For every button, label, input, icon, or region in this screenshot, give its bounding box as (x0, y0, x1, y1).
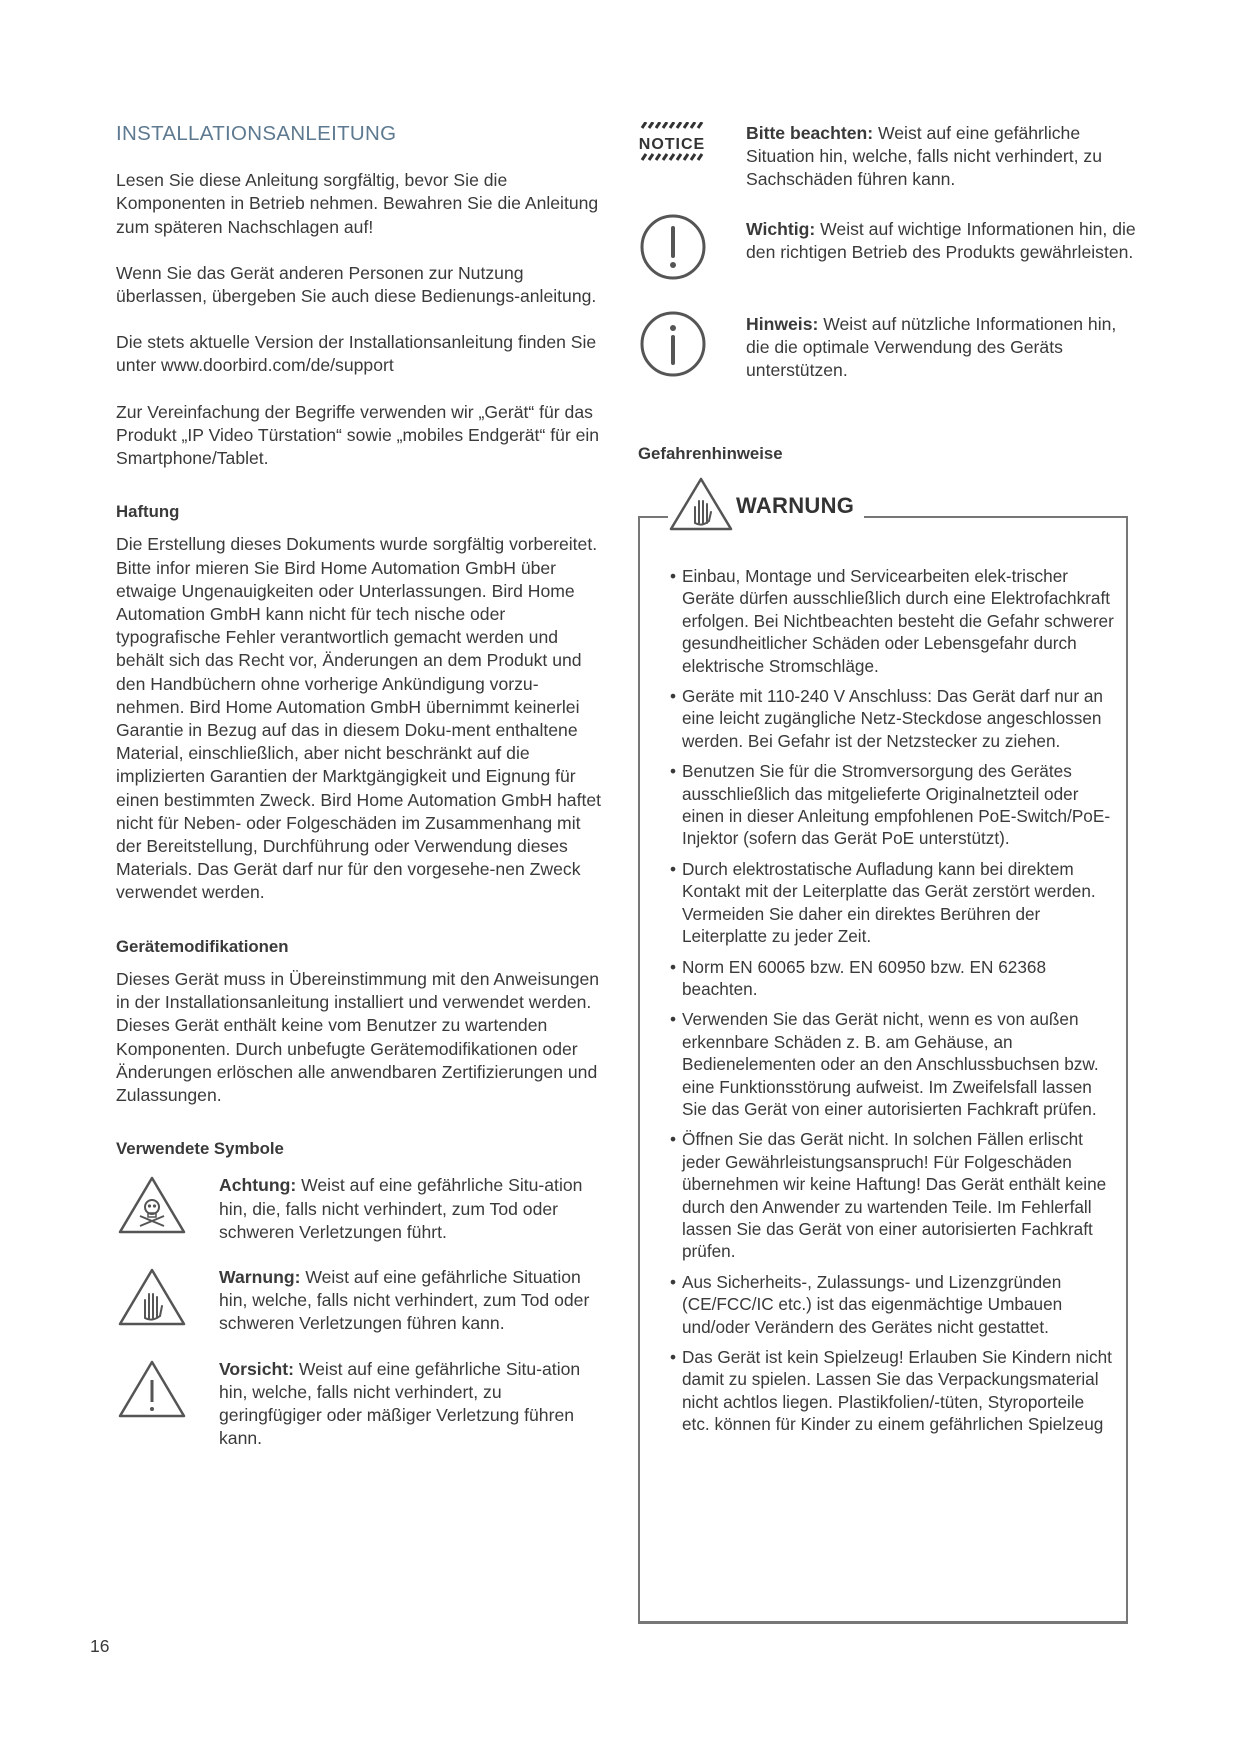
list-item: • Das Gerät ist kein Spielzeug! Erlauben Sie Kindern nicht damit zu spielen. Lassen Sie das Verpackungsmaterial nicht achtlos liegen. Plastikfolien/-tüten, Styroporteile etc. können für Kinder zu einem gefährlichen Spielzeug (670, 1346, 1115, 1436)
symbol-description: Vorsicht: Weist auf eine gefährliche Situ-ation hin, welche, falls nicht verhindert, zu geringfügiger oder mäßiger Verletzung führen kann. (219, 1358, 581, 1449)
symbol-description: Achtung: Weist auf eine gefährliche Situ-ation hin, die, falls nicht verhindert, zum Tod oder schweren Verletzungen führt. (219, 1175, 583, 1242)
symbol-description: Hinweis: Weist auf nützliche Informationen hin, die die optimale Verwendung des Geräts unterstützen. (746, 313, 1117, 381)
left-column (116, 122, 606, 1450)
symbol-wichtig (638, 218, 1138, 287)
list-item: • Benutzen Sie für die Stromversorgung des Gerätes ausschließlich das mitgelieferte Originalnetzteil oder einen in dieser Anleitung empfohlenen PoE-Switch/PoE-Injektor (sofern das Gerät PoE unterstützt). (670, 760, 1115, 850)
list-item: • Einbau, Montage und Servicearbeiten elek-trischer Geräte dürfen ausschließlich durch eine Elektrofachkraft erfolgen. Bei Nichtbeachten besteht die Gefahr schwerer gesundheitlicher Schäden oder Lebensgefahr durch elektrische Stromschläge. (670, 565, 1115, 677)
warning-list (670, 565, 1115, 1444)
info-circle-icon (638, 313, 746, 384)
intro-paragraph: Lesen Sie diese Anleitung sorgfältig, bevor Sie die Komponenten in Betrieb nehmen. Bewahren Sie die Anleitung zum späteren Nachschlagen auf! (116, 170, 599, 237)
list-item: • Verwenden Sie das Gerät nicht, wenn es von außen erkennbare Schäden z. B. am Gehäuse, an Bedienelementen oder an den Anschlussbuchsen bzw. eine Funktionsstörung aufweist. Im Zweifelsfall lassen Sie das Gerät von einer autorisierten Fachkraft prüfen. (670, 1008, 1115, 1120)
intro-paragraph: Zur Vereinfachung der Begriffe verwenden wir „Gerät“ für das Produkt „IP Video Türstation“ sowie „mobiles Endgerät“ für ein Smartphone/Tablet. (116, 401, 600, 469)
symbol-warnung (116, 1266, 606, 1336)
modifications-heading: Gerätemodifikationen (116, 936, 289, 956)
hazards-heading: Gefahrenhinweise (638, 443, 783, 463)
symbol-description: Wichtig: Weist auf wichtige Informationen hin, die den richtigen Betrieb des Produkts gewährleisten. (746, 218, 1136, 262)
right-column (638, 122, 1138, 475)
exclamation-circle-icon (638, 218, 746, 287)
symbols-heading: Verwendete Symbole (116, 1139, 284, 1159)
hand-warning-icon (116, 1266, 219, 1335)
symbol-description: Warnung: Weist auf eine gefährliche Situation hin, welche, falls nicht verhindert, zum Tod oder schweren Verletzungen führen kann. (219, 1266, 590, 1334)
list-item: • Norm EN 60065 bzw. EN 60950 bzw. EN 62368 beachten. (670, 956, 1115, 1001)
skull-warning-icon (116, 1174, 219, 1243)
list-item: • Durch elektrostatische Aufladung kann bei direktem Kontakt mit der Leiterplatte das Gerät zerstört werden. Vermeiden Sie daher ein direktes Berühren der Leiterplatte zu jeder Zeit. (670, 858, 1115, 948)
hand-warning-icon (668, 476, 734, 537)
symbol-achtung (116, 1174, 606, 1244)
haftung-heading: Haftung (116, 502, 180, 522)
symbol-bitte-beachten (638, 122, 1138, 192)
list-item: • Geräte mit 110-240 V Anschluss: Das Gerät darf nur an eine leicht zugängliche Netz-Steckdose angeschlossen werden. Bei Gefahr ist der Netzstecker zu ziehen. (670, 685, 1115, 752)
exclamation-warning-icon (116, 1358, 219, 1427)
intro-paragraph: Wenn Sie das Gerät anderen Personen zur Nutzung überlassen, übergeben Sie auch diese Bedienungs-anleitung. (116, 262, 597, 307)
list-item: • Öffnen Sie das Gerät nicht. In solchen Fällen erlischt jeder Gewährleistungsanspruch! Für Folgeschäden übernehmen wir keine Haftung! Das Gerät enthält keine durch den Anwender zu wartenden Teile. Im Fehlerfall lassen Sie das Gerät von einer autorisierten Fachkraft prüfen. (670, 1128, 1115, 1262)
page-title: INSTALLATIONSANLEITUNG (116, 122, 397, 145)
modifications-text: Dieses Gerät muss in Übereinstimmung mit den Anweisungen in der Installationsanleitung installiert und verwendet werden. Dieses Gerät enthält keine vom Benutzer zu wartenden Komponenten. Durch unbefugte Gerätemodifikationen oder Änderungen erlöschen alle anwendbaren Zertifizierungen und Zulassungen. (116, 968, 600, 1105)
symbol-description: Bitte beachten: Weist auf eine gefährliche Situation hin, welche, falls nicht verhindert, zu Sachschäden führen kann. (746, 123, 1102, 190)
page-number: 16 (90, 1636, 110, 1656)
warning-header (668, 476, 864, 536)
symbol-vorsicht (116, 1358, 606, 1451)
warning-title: WARNUNG (736, 493, 855, 518)
intro-paragraph: Die stets aktuelle Version der Installationsanleitung finden Sie unter www.doorbird.com/de/support (116, 332, 597, 376)
symbol-hinweis (638, 313, 1138, 384)
haftung-text: Die Erstellung dieses Dokuments wurde sorgfältig vorbereitet. Bitte infor mieren Sie Bird Home Automation GmbH über etwaige Ungenauigkeiten oder Unterlassungen. Bird Home Automation GmbH kann nicht für tech nische oder typografische Fehler verantwortlich gemacht werden und behält sich das Recht vor, Änderungen an dem Produkt und den Handbüchern ohne vorherige Ankündigung vorzu-nehmen. Bird Home Automation GmbH übernimmt keinerlei Garantie in Bezug auf das in diesem Doku-ment enthaltene Material, einschließlich, aber nicht beschränkt auf die implizierten Garantien der Marktgängigkeit und Eignung für einen bestimmten Zweck. Bird Home Automation GmbH haftet nicht für Neben- oder Folgeschäden im Zusammenhang mit der Bereitstellung, Durchführung oder Verwendung dieses Materials. Das Gerät darf nur für den vorgesehe-nen Zweck verwendet werden. (116, 534, 602, 903)
list-item: • Aus Sicherheits-, Zulassungs- und Lizenzgründen (CE/FCC/IC etc.) ist das eigenmächtige Umbauen und/oder Verändern des Gerätes nicht gestattet. (670, 1271, 1115, 1338)
svg-text:NOTICE: NOTICE (638, 136, 706, 153)
notice-icon (638, 122, 746, 177)
